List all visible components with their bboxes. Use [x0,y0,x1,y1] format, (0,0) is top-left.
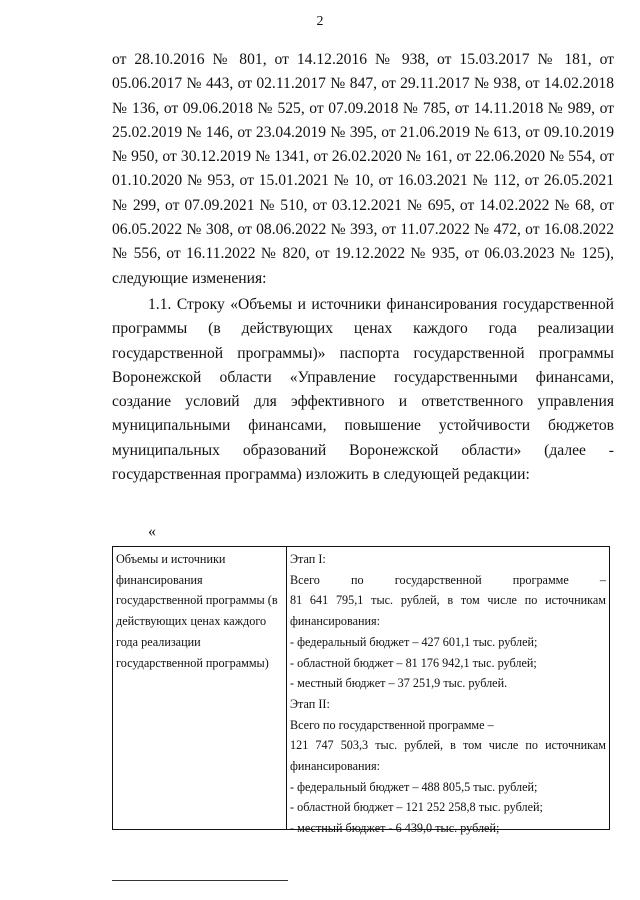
stage-2-regional: - областной бюджет – 121 252 258,8 тыс. рублей; [290,800,543,815]
document-body [112,48,614,487]
stage-2-total-line-2: 121 747 503,3 тыс. рублей, в том числе по источникам [290,738,606,753]
opening-quote-mark: « [148,523,156,540]
stage-1-total-line-1: Всего по государственной программе – [290,572,606,587]
stage-1-total-line-3: финансирования: [290,614,381,629]
stage-2-title: Этап II: [290,696,330,711]
stage-2-total-line-1: Всего по государственной программе – [290,717,494,732]
table-row-value [287,547,609,836]
footnote-divider [112,880,288,881]
page-number: 2 [316,14,324,29]
financing-table [112,546,610,836]
stage-1-total-line-2: 81 641 795,1 тыс. рублей, в том числе по источникам [290,593,606,608]
stage-2-total-line-3: финансирования: [290,759,381,774]
intro-paragraph: от 28.10.2016 № 801, от 14.12.2016 № 938, от 15.03.2017 № 181, от 05.06.2017 № 443, от 02.11.2017 № 847, от 29.11.2017 № 938, от 14.02.2018 № 136, от 09.06.2018 № 525, от 07.09.2018 № 785, от 14.11.2018 № 989, от 25.02.2019 № 146, от 23.04.2019 № 395, от 21.06.2019 № 613, от 09.10.2019 № 950, от 30.12.2019 № 1341, от 26.02.2020 № 161, от 22.06.2020 № 554, от 01.10.2020 № 953, от 15.01.2021 № 10, от 16.03.2021 № 112, от 26.05.2021 № 299, от 07.09.2021 № 510, от 03.12.2021 № 695, от 14.02.2022 № 68, от 06.05.2022 № 308, от 08.06.2022 № 393, от 11.07.2022 № 472, от 16.08.2022 № 556, от 16.11.2022 № 820, от 19.12.2022 № 935, от 06.03.2023 № 125), следующие изменения: [112,51,614,287]
stage-2-local: - местный бюджет - 6 439,0 тыс. рублей; [290,821,500,836]
table-row-label: Объемы и источники финансирования государственной программы (в действующих ценах каждого года реализации государственной программы) [113,547,287,829]
clause-paragraph: 1.1. Строку «Объемы и источники финансирования государственной программы (в действующих ценах каждого года реализации государственной программы)» паспорта государственной программы Воронежской области «Управление государственными финансами, создание условий для эффективного и ответственного управления муниципальными финансами, повышение устойчивости бюджетов муниципальных образований Воронежской области» (далее - государственная программа) изложить в следующей редакции: [112,295,614,484]
stage-1-federal: - федеральный бюджет – 427 601,1 тыс. рублей; [290,634,538,649]
stage-1-local: - местный бюджет – 37 251,9 тыс. рублей. [290,676,508,691]
stage-1-regional: - областной бюджет – 81 176 942,1 тыс. рублей; [290,655,537,670]
stage-2-federal: - федеральный бюджет – 488 805,5 тыс. рублей; [290,779,538,794]
stage-1-title: Этап I: [290,552,326,566]
